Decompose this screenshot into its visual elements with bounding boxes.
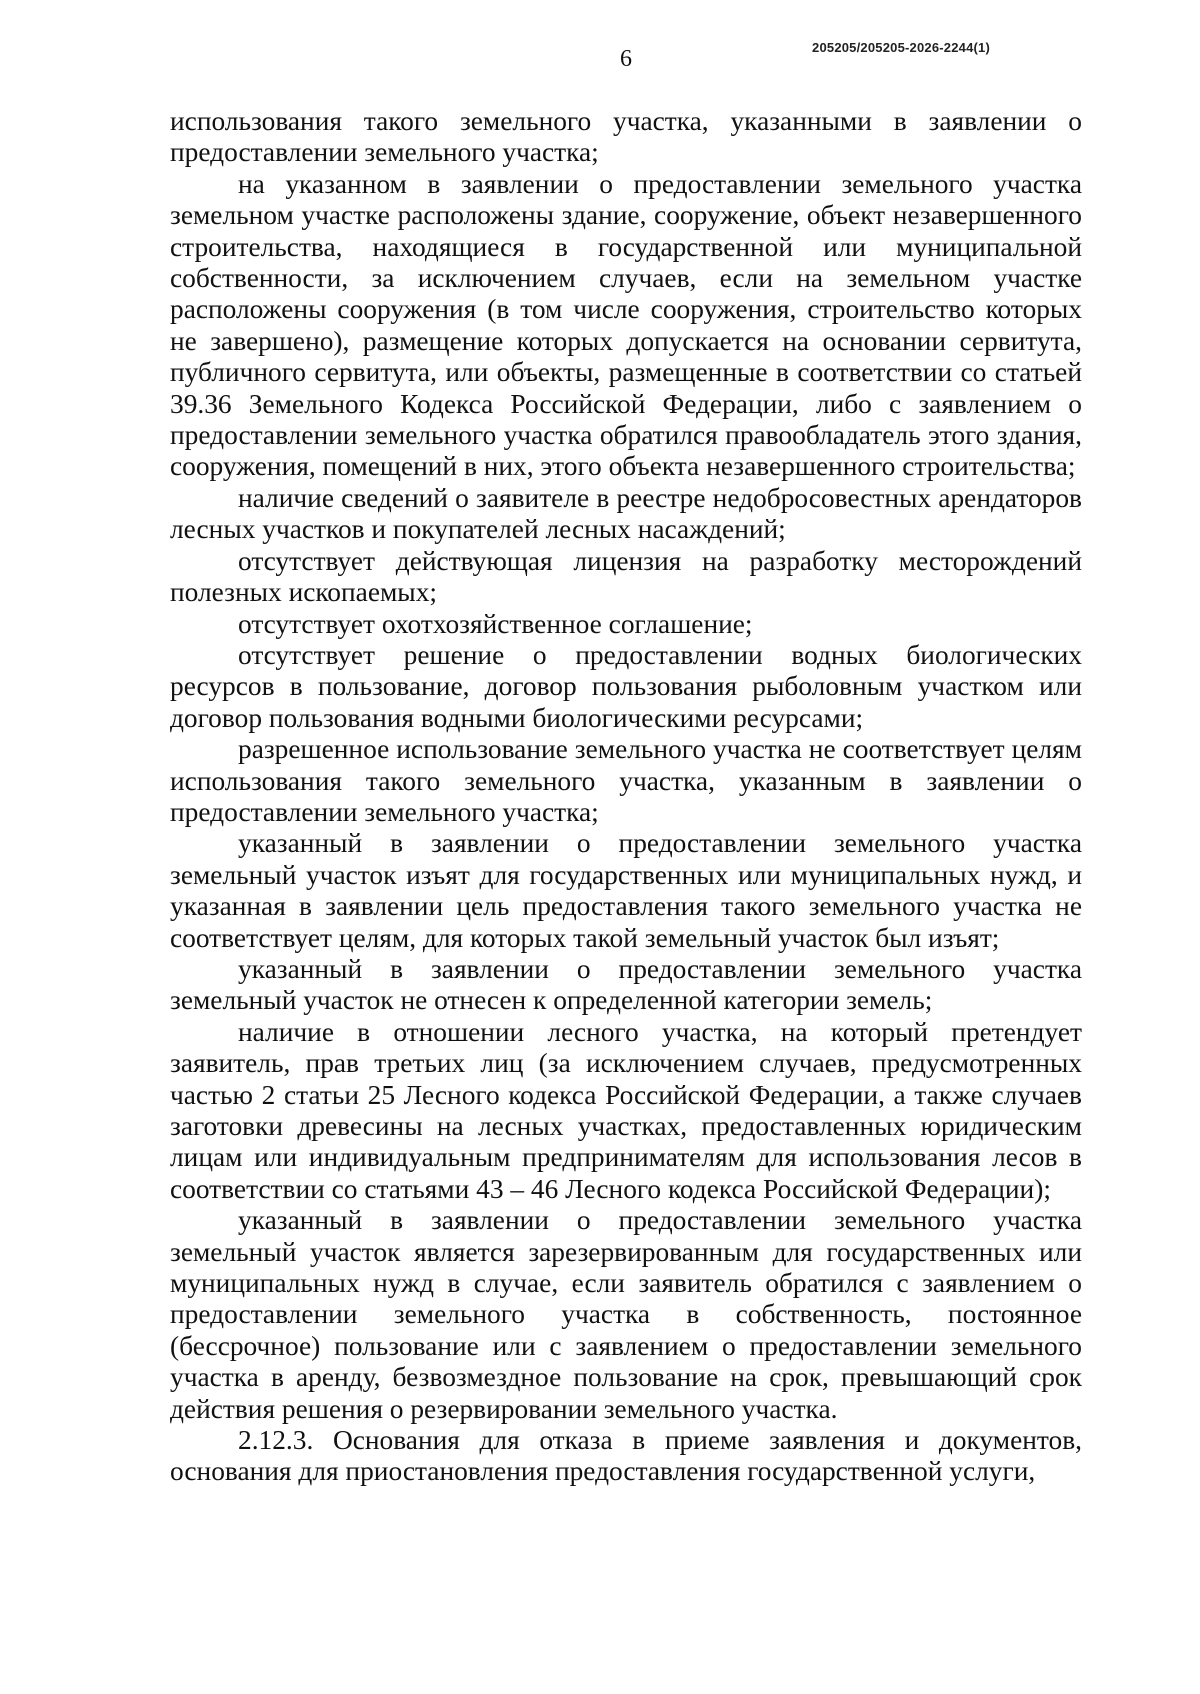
paragraph-plot-seized: указанный в заявлении о предоставлении земельного участка земельный участок изъят для государственных или муниципальных нужд, и указанная в заявлении цель предоставления такого земельного участка не соответствует целям, для которых такой земельный участок был изъят;: [170, 828, 1082, 953]
paragraph-section-2-12-3: 2.12.3. Основания для отказа в приеме заявления и документов, основания для приостановления предоставления государственной услуги,: [170, 1425, 1082, 1487]
paragraph-third-party-rights: наличие в отношении лесного участка, на который претендует заявитель, прав третьих лиц (за исключением случаев, предусмотренных частью 2 статьи 25 Лесного кодекса Российской Федерации, а также случаев заготовки древесины на лесных участках, предоставленных юридическим лицам или индивидуальным предпринимателям для использования лесов в соответствии со статьями 43 – 46 Лесного кодекса Российской Федерации);: [170, 1016, 1082, 1204]
paragraph-buildings-on-plot: на указанном в заявлении о предоставлении земельного участка земельном участке расположены здание, сооружение, объект незавершенного строительства, находящиеся в государственной или муниципальной собственности, за исключением случаев, если на земельном участке расположены сооружения (в том числе сооружения, строительство которых не завершено), размещение которых допускается на основании сервитута, публичного сервитута, или объекты, размещенные в соответствии со статьей 39.36 Земельного Кодекса Российской Федерации, либо с заявлением о предоставлении земельного участка обратился правообладатель этого здания, сооружения, помещений в них, этого объекта незавершенного строительства;: [170, 168, 1082, 482]
paragraph-permitted-use-mismatch: разрешенное использование земельного участка не соответствует целям использования такого земельного участка, указанным в заявлении о предоставлении земельного участка;: [170, 734, 1082, 827]
paragraph-no-hunting-agreement: отсутствует охотхозяйственное соглашение;: [238, 608, 753, 639]
paragraph-continuation: использования такого земельного участка, указанными в заявлении о предоставлении земельного участка;: [170, 106, 1082, 168]
document-registration-number: 205205/205205-2026-2244(1): [812, 40, 990, 55]
paragraph-no-mining-license: отсутствует действующая лицензия на разработку месторождений полезных ископаемых;: [170, 545, 1082, 608]
paragraph-no-water-resources-decision: отсутствует решение о предоставлении водных биологических ресурсов в пользование, договор пользования рыболовным участком или договор пользования водными биологическими ресурсами;: [170, 639, 1082, 733]
paragraph-no-land-category: указанный в заявлении о предоставлении земельного участка земельный участок не отнесен к определенной категории земель;: [170, 953, 1082, 1016]
page-number: 6: [620, 46, 632, 72]
document-body: [170, 106, 1082, 1488]
paragraph-unscrupulous-tenants-registry: наличие сведений о заявителе в реестре недобросовестных арендаторов лесных участков и покупателей лесных насаждений;: [170, 482, 1082, 545]
paragraph-plot-reserved: указанный в заявлении о предоставлении земельного участка земельный участок является зарезервированным для государственных или муниципальных нужд в случае, если заявитель обратился с заявлением о предоставлении земельного участка в собственность, постоянное (бессрочное) пользование или с заявлением о предоставлении земельного участка в аренду, безвозмездное пользование на срок, превышающий срок действия решения о резервировании земельного участка.: [170, 1205, 1082, 1424]
